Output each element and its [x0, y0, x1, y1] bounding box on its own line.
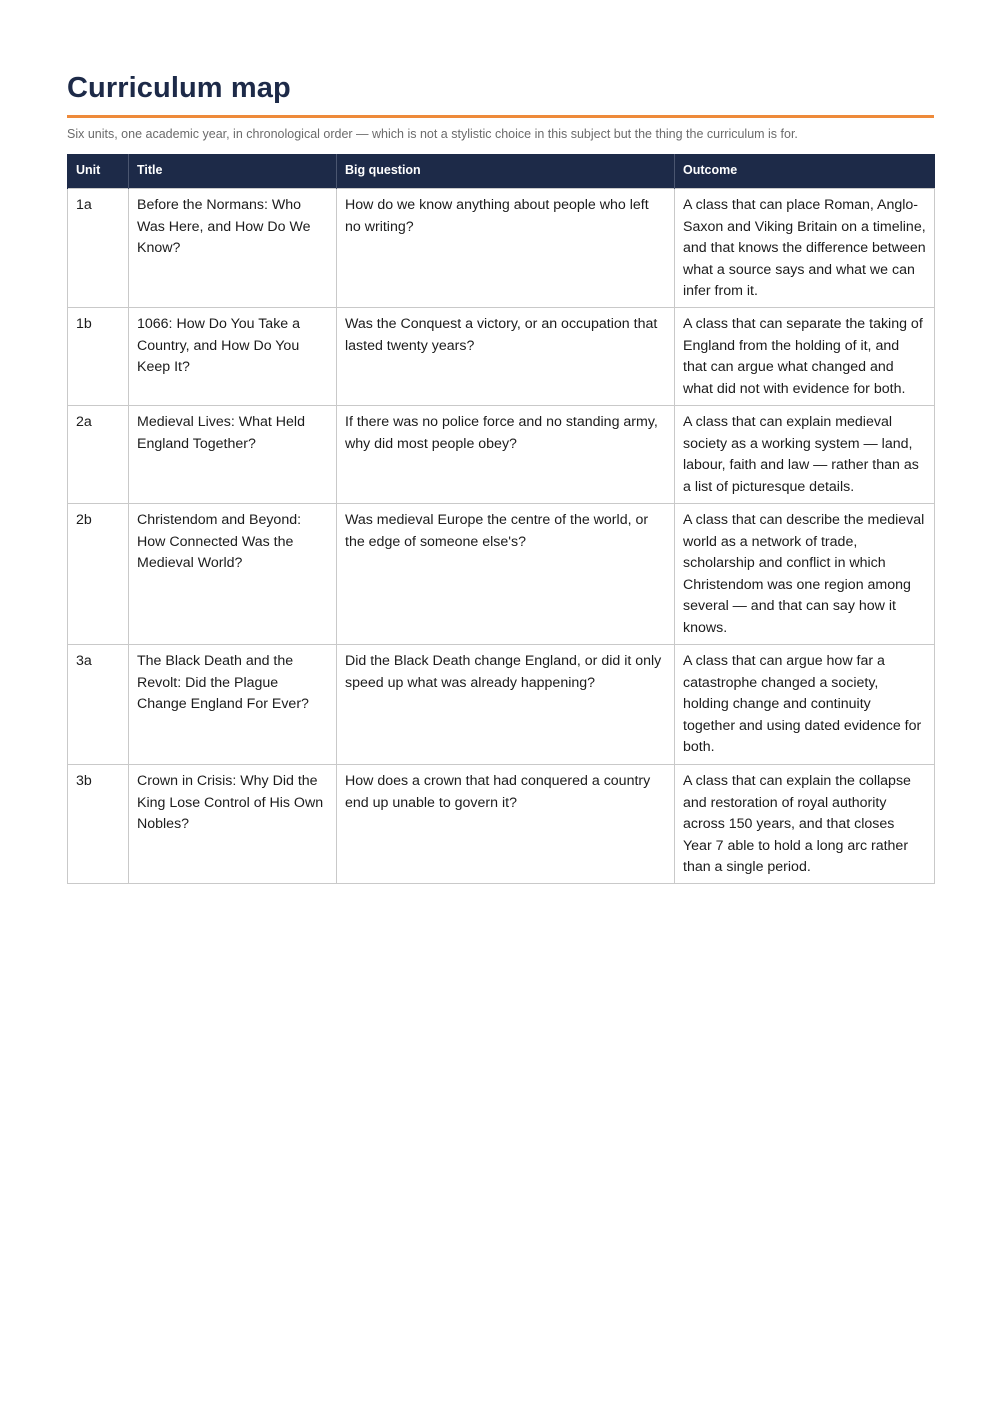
cell-title: 1066: How Do You Take a Country, and How Do You Keep It?	[129, 308, 337, 406]
cell-title: Crown in Crisis: Why Did the King Lose Control of His Own Nobles?	[129, 765, 337, 884]
header-outcome: Outcome	[675, 154, 935, 189]
table-row	[68, 308, 935, 406]
cell-big-question: If there was no police force and no standing army, why did most people obey?	[337, 406, 675, 504]
cell-outcome: A class that can explain medieval society as a working system — land, labour, faith and law — rather than as a list of picturesque details.	[675, 406, 935, 504]
cell-unit: 3b	[68, 765, 129, 884]
cell-unit: 1a	[68, 189, 129, 308]
cell-outcome: A class that can explain the collapse and restoration of royal authority across 150 years, and that closes Year 7 able to hold a long arc rather than a single period.	[675, 765, 935, 884]
cell-outcome: A class that can describe the medieval world as a network of trade, scholarship and conflict in which Christendom was one region among several — and that can say how it knows.	[675, 504, 935, 645]
page-subtitle: Six units, one academic year, in chronological order — which is not a stylistic choice in this subject but the thing the curriculum is for.	[67, 127, 798, 141]
cell-outcome: A class that can separate the taking of England from the holding of it, and that can argue what changed and what did not with evidence for both.	[675, 308, 935, 406]
table-row	[68, 189, 935, 308]
cell-title: Christendom and Beyond: How Connected Was the Medieval World?	[129, 504, 337, 645]
cell-big-question: How do we know anything about people who left no writing?	[337, 189, 675, 308]
title-divider	[67, 115, 934, 118]
table-row	[68, 504, 935, 645]
cell-outcome: A class that can place Roman, Anglo-Saxon and Viking Britain on a timeline, and that knows the difference between what a source says and what we can infer from it.	[675, 189, 935, 308]
cell-big-question: Was the Conquest a victory, or an occupation that lasted twenty years?	[337, 308, 675, 406]
header-big-question: Big question	[337, 154, 675, 189]
cell-unit: 3a	[68, 645, 129, 765]
curriculum-table	[67, 154, 935, 884]
page-title: Curriculum map	[67, 72, 291, 104]
cell-outcome: A class that can argue how far a catastrophe changed a society, holding change and continuity together and using dated evidence for both.	[675, 645, 935, 765]
cell-title: Before the Normans: Who Was Here, and How Do We Know?	[129, 189, 337, 308]
header-title: Title	[129, 154, 337, 189]
table-row	[68, 645, 935, 765]
table-body	[68, 189, 935, 884]
cell-big-question: Did the Black Death change England, or did it only speed up what was already happening?	[337, 645, 675, 765]
cell-title: The Black Death and the Revolt: Did the Plague Change England For Ever?	[129, 645, 337, 765]
header-row	[68, 154, 935, 189]
table-row	[68, 406, 935, 504]
cell-big-question: How does a crown that had conquered a country end up unable to govern it?	[337, 765, 675, 884]
table-row	[68, 765, 935, 884]
table-header	[68, 154, 935, 189]
header-unit: Unit	[68, 154, 129, 189]
document-page	[67, 0, 934, 884]
cell-unit: 1b	[68, 308, 129, 406]
cell-big-question: Was medieval Europe the centre of the world, or the edge of someone else's?	[337, 504, 675, 645]
cell-title: Medieval Lives: What Held England Together?	[129, 406, 337, 504]
cell-unit: 2b	[68, 504, 129, 645]
cell-unit: 2a	[68, 406, 129, 504]
